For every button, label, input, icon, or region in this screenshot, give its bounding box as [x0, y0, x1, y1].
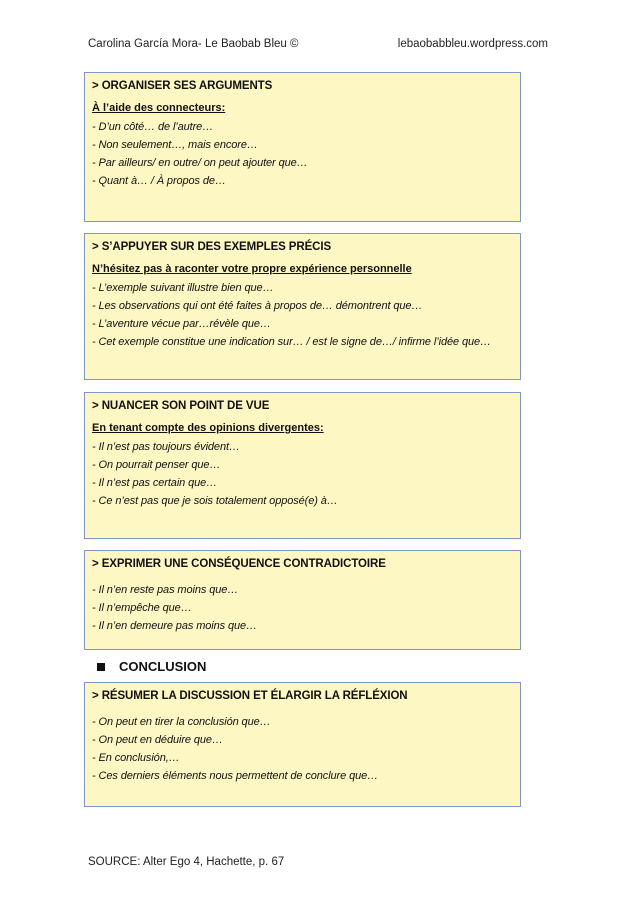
- header-website: lebaobabbleu.wordpress.com: [397, 38, 548, 50]
- section-subtitle: N’hésitez pas à raconter votre propre expérience personnelle: [92, 263, 412, 275]
- list-item: - Il n’en reste pas moins que…: [92, 584, 239, 596]
- square-bullet-icon: [97, 663, 105, 671]
- list-item: - Il n’est pas certain que…: [92, 477, 218, 489]
- section-title: > ORGANISER SES ARGUMENTS: [92, 80, 273, 92]
- list-item: - Par ailleurs/ en outre/ on peut ajouter que…: [92, 157, 308, 169]
- list-item: - Les observations qui ont été faites à propos de… démontrent que…: [92, 300, 423, 312]
- section-subtitle: À l’aide des connecteurs:: [92, 102, 226, 114]
- section-title: > S’APPUYER SUR DES EXEMPLES PRÉCIS: [92, 241, 332, 253]
- list-item: - Quant à… / À propos de…: [92, 175, 226, 187]
- list-item: - On peut en déduire que…: [92, 734, 223, 746]
- section-box-nuancer: [84, 392, 521, 539]
- section-title: > RÉSUMER LA DISCUSSION ET ÉLARGIR LA RÉFLÉXION: [92, 690, 408, 702]
- section-box-exemples: [84, 233, 521, 380]
- list-item: - Ces derniers éléments nous permettent de conclure que…: [92, 770, 379, 782]
- list-item: - Ce n’est pas que je sois totalement opposé(e) à…: [92, 495, 338, 507]
- list-item: - D’un côté… de l’autre…: [92, 121, 214, 133]
- list-item: - L’aventure vécue par…révèle que…: [92, 318, 271, 330]
- list-item: - Il n’est pas toujours évident…: [92, 441, 240, 453]
- list-item: - L’exemple suivant illustre bien que…: [92, 282, 274, 294]
- list-item: - On pourrait penser que…: [92, 459, 221, 471]
- list-item: - Cet exemple constitue une indication sur… / est le signe de…/ infirme l’idée que…: [92, 336, 491, 348]
- conclusion-heading: [97, 659, 206, 674]
- list-item: - Il n’empêche que…: [92, 602, 192, 614]
- section-subtitle: En tenant compte des opinions divergentes:: [92, 422, 324, 434]
- list-item: - On peut en tirer la conclusión que…: [92, 716, 271, 728]
- list-item: - Il n’en demeure pas moins que…: [92, 620, 257, 632]
- section-title: > NUANCER SON POINT DE VUE: [92, 400, 270, 412]
- page-header: [88, 38, 548, 50]
- section-box-organiser: [84, 72, 521, 222]
- section-box-consequence: [84, 550, 521, 650]
- list-item: - En conclusión,…: [92, 752, 180, 764]
- source-citation: SOURCE: Alter Ego 4, Hachette, p. 67: [88, 856, 285, 868]
- section-box-resumer: [84, 682, 521, 807]
- section-title: > EXPRIMER UNE CONSÉQUENCE CONTRADICTOIRE: [92, 558, 386, 570]
- conclusion-label: CONCLUSION: [119, 659, 207, 674]
- header-author: Carolina García Mora- Le Baobab Bleu ©: [88, 38, 299, 50]
- list-item: - Non seulement…, mais encore…: [92, 139, 258, 151]
